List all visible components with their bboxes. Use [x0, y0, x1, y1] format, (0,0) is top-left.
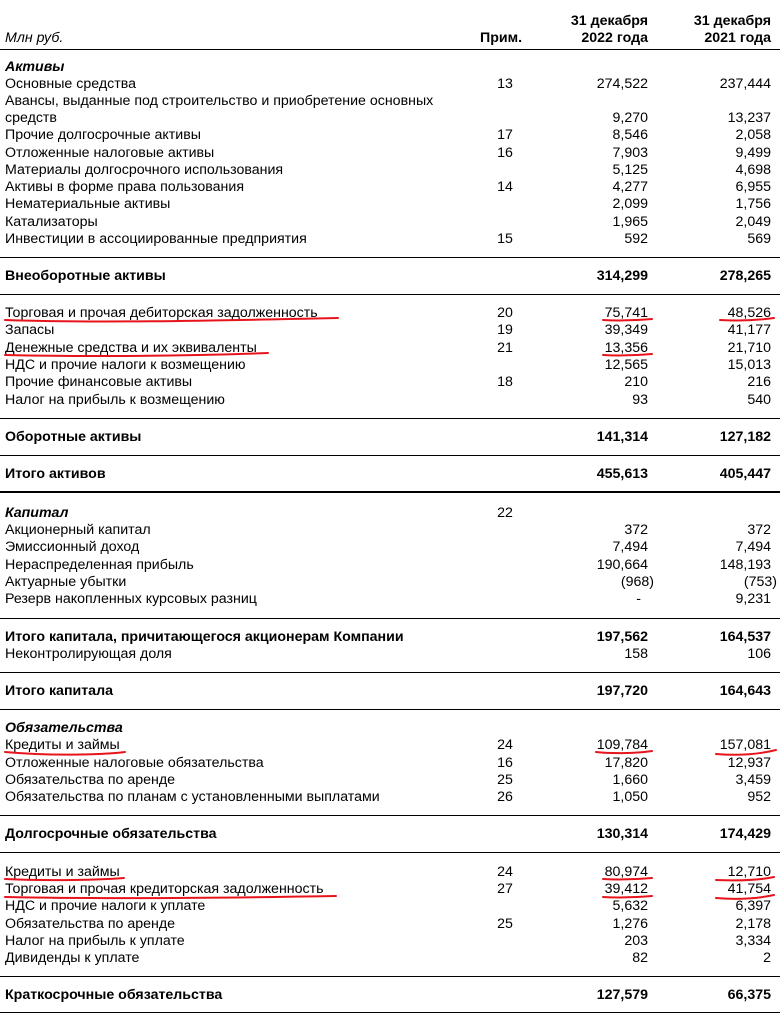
table-row	[0, 737, 783, 754]
rule-total-assets	[0, 455, 780, 456]
col-2021-header-line2: 2021 года	[704, 30, 771, 46]
value-2022: 190,664	[596, 557, 648, 573]
row-label: Обязательства по аренде	[5, 916, 176, 932]
value-2022: 372	[624, 522, 648, 538]
row-label: Налог на прибыль к возмещению	[5, 392, 225, 408]
table-row	[0, 340, 783, 357]
value-2022: 455,613	[596, 466, 648, 482]
table-row	[0, 357, 783, 374]
rule-noncurrent-liab	[0, 815, 780, 816]
table-row	[0, 755, 783, 772]
row-label: Обязательства по планам с установленными выплатами	[5, 789, 380, 805]
row-note-ref: 21	[497, 340, 513, 356]
value-2022: 82	[632, 950, 648, 966]
value-2022: 1,050	[612, 789, 648, 805]
row-label: Капитал	[5, 505, 69, 521]
value-2022: -	[636, 591, 641, 607]
row-label: Долгосрочные обязательства	[5, 826, 217, 842]
value-2022: 314,299	[596, 268, 648, 284]
row-label: Кредиты и займы	[5, 864, 120, 880]
row-label: НДС и прочие налоги к возмещению	[5, 357, 246, 373]
value-2021: 48,526	[727, 305, 771, 321]
units-header: Млн руб.	[5, 30, 64, 46]
table-row	[0, 392, 783, 409]
table-row	[0, 305, 783, 322]
table-row	[0, 145, 783, 162]
row-note-ref: 19	[497, 322, 513, 338]
value-2022: 158	[624, 646, 648, 662]
table-row	[0, 127, 783, 144]
rule-total-equity-end	[0, 709, 780, 710]
table-row	[0, 214, 783, 231]
value-2022: 109,784	[596, 737, 648, 753]
value-2022: 75,741	[604, 305, 648, 321]
rule-noncurrent-assets	[0, 257, 780, 258]
row-label: Инвестиции в ассоциированные предприятия	[5, 231, 307, 247]
value-2022: 1,965	[612, 214, 648, 230]
col-2021-header-line1: 31 декабря	[693, 13, 771, 29]
rule-total-equity	[0, 672, 780, 673]
value-2021: 164,537	[719, 629, 771, 645]
value-2021: 2	[763, 950, 771, 966]
row-note-ref: 26	[497, 789, 513, 805]
value-2021: 278,265	[719, 268, 771, 284]
value-2022: 130,314	[596, 826, 648, 842]
value-2022: 39,349	[604, 322, 648, 338]
total-row	[0, 683, 783, 700]
value-2021: 237,444	[719, 76, 771, 92]
row-label: Итого активов	[5, 466, 106, 482]
value-2022: 2,099	[612, 196, 648, 212]
value-2021: 106	[747, 646, 771, 662]
row-label: Отложенные налоговые обязательства	[5, 755, 264, 771]
value-2021: 7,494	[735, 539, 771, 555]
table-row	[0, 950, 783, 967]
value-2021: 148,193	[719, 557, 771, 573]
row-note-ref: 20	[497, 305, 513, 321]
section-header	[0, 59, 783, 76]
table-row	[0, 557, 783, 574]
value-2022: 141,314	[596, 429, 648, 445]
total-row	[0, 987, 783, 1004]
value-2022: 274,522	[596, 76, 648, 92]
value-2022: (968)	[620, 574, 654, 590]
value-2022: 12,565	[604, 357, 648, 373]
rule-current-assets	[0, 418, 780, 419]
total-row	[0, 429, 783, 446]
value-2022: 203	[624, 933, 648, 949]
table-row	[0, 93, 783, 110]
value-2021: (753)	[743, 574, 777, 590]
value-2022: 8,546	[612, 127, 648, 143]
table-row	[0, 522, 783, 539]
table-row	[0, 179, 783, 196]
value-2021: 13,237	[727, 110, 771, 126]
rule-total-assets-end	[0, 491, 780, 493]
value-2021: 952	[747, 789, 771, 805]
table-row	[0, 110, 783, 127]
value-2022: 7,494	[612, 539, 648, 555]
note-column-header: Прим.	[480, 30, 523, 46]
row-note-ref: 14	[497, 179, 513, 195]
total-row	[0, 629, 783, 646]
value-2021: 164,643	[719, 683, 771, 699]
value-2022: 1,276	[612, 916, 648, 932]
value-2021: 66,375	[727, 987, 771, 1003]
row-label: Итого капитала	[5, 683, 113, 699]
row-label: Актуарные убытки	[5, 574, 127, 590]
table-row	[0, 574, 783, 591]
value-2022: 7,903	[612, 145, 648, 161]
value-2021: 3,334	[735, 933, 771, 949]
value-2022: 210	[624, 374, 648, 390]
value-2021: 174,429	[719, 826, 771, 842]
row-label: Обязательства	[5, 720, 123, 736]
table-row	[0, 933, 783, 950]
row-label: Активы в форме права пользования	[5, 179, 244, 195]
table-row	[0, 76, 783, 93]
total-row	[0, 466, 783, 483]
row-label: Прочие финансовые активы	[5, 374, 193, 390]
value-2021: 540	[747, 392, 771, 408]
row-note-ref: 15	[497, 231, 513, 247]
row-label: Дивиденды к уплате	[5, 950, 140, 966]
value-2021: 4,698	[735, 162, 771, 178]
value-2022: 13,356	[604, 340, 648, 356]
row-label: Внеоборотные активы	[5, 268, 166, 284]
row-label: Основные средства	[5, 76, 136, 92]
col-2022-header-line1: 31 декабря	[570, 13, 648, 29]
value-2021: 2,049	[735, 214, 771, 230]
value-2021: 41,177	[727, 322, 771, 338]
table-row	[0, 196, 783, 213]
row-note-ref: 16	[497, 145, 513, 161]
table-row	[0, 539, 783, 556]
row-label: Торговая и прочая дебиторская задолженность	[5, 305, 318, 321]
row-note-ref: 16	[497, 755, 513, 771]
rule-header	[0, 49, 780, 50]
row-note-ref: 22	[497, 505, 513, 521]
value-2021: 216	[747, 374, 771, 390]
rule-noncurrent-liab-end	[0, 852, 780, 853]
value-2022: 197,562	[596, 629, 648, 645]
value-2021: 569	[747, 231, 771, 247]
rule-noncurrent-assets-end	[0, 294, 780, 295]
table-row	[0, 162, 783, 179]
row-label: Материалы долгосрочного использования	[5, 162, 284, 178]
value-2021: 405,447	[719, 466, 771, 482]
row-label: Кредиты и займы	[5, 737, 120, 753]
row-label: Акционерный капитал	[5, 522, 151, 538]
row-label: Налог на прибыль к уплате	[5, 933, 185, 949]
row-label: Резерв накопленных курсовых разниц	[5, 591, 257, 607]
table-row	[0, 322, 783, 339]
value-2021: 372	[747, 522, 771, 538]
value-2022: 5,125	[612, 162, 648, 178]
value-2022: 39,412	[604, 881, 648, 897]
value-2021: 157,081	[719, 737, 771, 753]
table-row	[0, 881, 783, 898]
value-2021: 41,754	[727, 881, 771, 897]
row-note-ref: 18	[497, 374, 513, 390]
row-label: Оборотные активы	[5, 429, 142, 445]
row-note-ref: 13	[497, 76, 513, 92]
value-2021: 15,013	[727, 357, 771, 373]
section-header	[0, 720, 783, 737]
value-2021: 2,178	[735, 916, 771, 932]
table-row	[0, 231, 783, 248]
value-2022: 5,632	[612, 898, 648, 914]
row-label: Итого капитала, причитающегося акционерам Компании	[5, 629, 404, 645]
row-label: Денежные средства и их эквиваленты	[5, 340, 257, 356]
row-label: Нематериальные активы	[5, 196, 171, 212]
row-label: Авансы, выданные под строительство и приобретение основных	[5, 93, 434, 109]
total-row	[0, 826, 783, 843]
total-row	[0, 268, 783, 285]
row-label: Катализаторы	[5, 214, 98, 230]
value-2022: 1,660	[612, 772, 648, 788]
value-2021: 2,058	[735, 127, 771, 143]
table-row	[0, 591, 783, 608]
row-label: Эмиссионный доход	[5, 539, 140, 555]
col-2022-header-line2: 2022 года	[581, 30, 648, 46]
value-2022: 80,974	[604, 864, 648, 880]
value-2021: 1,756	[735, 196, 771, 212]
value-2022: 93	[632, 392, 648, 408]
row-label: Краткосрочные обязательства	[5, 987, 223, 1003]
table-row	[0, 789, 783, 806]
value-2021: 6,397	[735, 898, 771, 914]
value-2022: 127,579	[596, 987, 648, 1003]
section-header	[0, 505, 783, 522]
row-label: средств	[5, 110, 57, 126]
table-row	[0, 374, 783, 391]
row-note-ref: 24	[497, 737, 513, 753]
table-row	[0, 898, 783, 915]
row-label: Прочие долгосрочные активы	[5, 127, 201, 143]
row-label: Запасы	[5, 322, 55, 338]
row-label: Отложенные налоговые активы	[5, 145, 215, 161]
value-2022: 4,277	[612, 179, 648, 195]
value-2021: 9,499	[735, 145, 771, 161]
row-label: Обязательства по аренде	[5, 772, 176, 788]
row-note-ref: 25	[497, 772, 513, 788]
row-label: Активы	[5, 59, 65, 75]
row-note-ref: 27	[497, 881, 513, 897]
table-row	[0, 864, 783, 881]
row-note-ref: 17	[497, 127, 513, 143]
table-row	[0, 916, 783, 933]
row-label: Нераспределенная прибыль	[5, 557, 194, 573]
row-label: Торговая и прочая кредиторская задолженность	[5, 881, 324, 897]
value-2021: 3,459	[735, 772, 771, 788]
value-2022: 592	[624, 231, 648, 247]
value-2021: 21,710	[727, 340, 771, 356]
table-row	[0, 772, 783, 789]
rule-current-liab-end	[0, 1012, 780, 1013]
rule-current-liab	[0, 976, 780, 977]
value-2021: 9,231	[735, 591, 771, 607]
row-note-ref: 25	[497, 916, 513, 932]
value-2021: 12,710	[727, 864, 771, 880]
table-row	[0, 646, 783, 663]
value-2021: 127,182	[719, 429, 771, 445]
rule-equity	[0, 618, 780, 619]
row-label: НДС и прочие налоги к уплате	[5, 898, 206, 914]
row-note-ref: 24	[497, 864, 513, 880]
value-2022: 9,270	[612, 110, 648, 126]
value-2022: 17,820	[604, 755, 648, 771]
value-2021: 6,955	[735, 179, 771, 195]
value-2021: 12,937	[727, 755, 771, 771]
row-label: Неконтролирующая доля	[5, 646, 172, 662]
value-2022: 197,720	[596, 683, 648, 699]
